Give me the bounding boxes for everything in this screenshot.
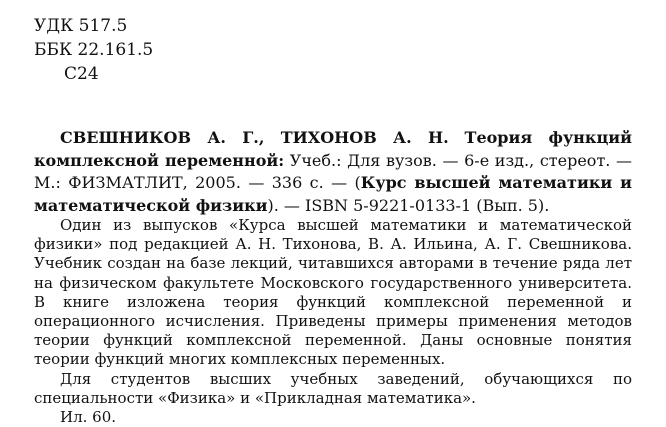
- citation-authors: СВЕШНИКОВ А. Г., ТИХОНОВ А. Н.: [60, 128, 449, 147]
- annotation: [34, 216, 632, 427]
- citation-series: Курс высшей математики и математической физики: [34, 173, 632, 215]
- citation-tail: ). — ISBN 5-9221-0133-1 (Вып. 5).: [267, 195, 550, 215]
- citation-details: Учеб.: Для вузов. — 6-е изд., стереот. — М.: ФИЗМАТЛИТ, 2005. — 336 с. — (: [34, 150, 632, 192]
- annotation-paragraph-description: Один из выпусков «Курса высшей математики и математической физики» под редакцией А. Н. Тихонова, В. А. Ильина, А. Г. Свешникова. Учебник создан на базе лекций, читавшихся авторами в течение ряда лет на физическом факультете Московского государственного университета. В книге изложена теория функций комплексной переменной и операционного исчисления. Приведены примеры применения методов теории функций комплексной переменной. Даны основные понятия теории функций многих комплексных переменных.: [34, 216, 632, 369]
- classification-codes: [34, 14, 153, 86]
- citation-title: Теория функций комплексной переменной:: [34, 128, 633, 170]
- annotation-paragraph-audience: Для студентов высших учебных заведений, обучающихся по специальности «Физика» и «Прикладная математика».: [34, 369, 632, 407]
- annotation-paragraph-illustrations: Ил. 60.: [60, 408, 117, 427]
- bibliographic-citation: [34, 127, 632, 217]
- bbk-code: ББК 22.161.5: [34, 40, 154, 60]
- author-sign-code: С24: [64, 64, 99, 84]
- udk-code: УДК 517.5: [34, 16, 128, 36]
